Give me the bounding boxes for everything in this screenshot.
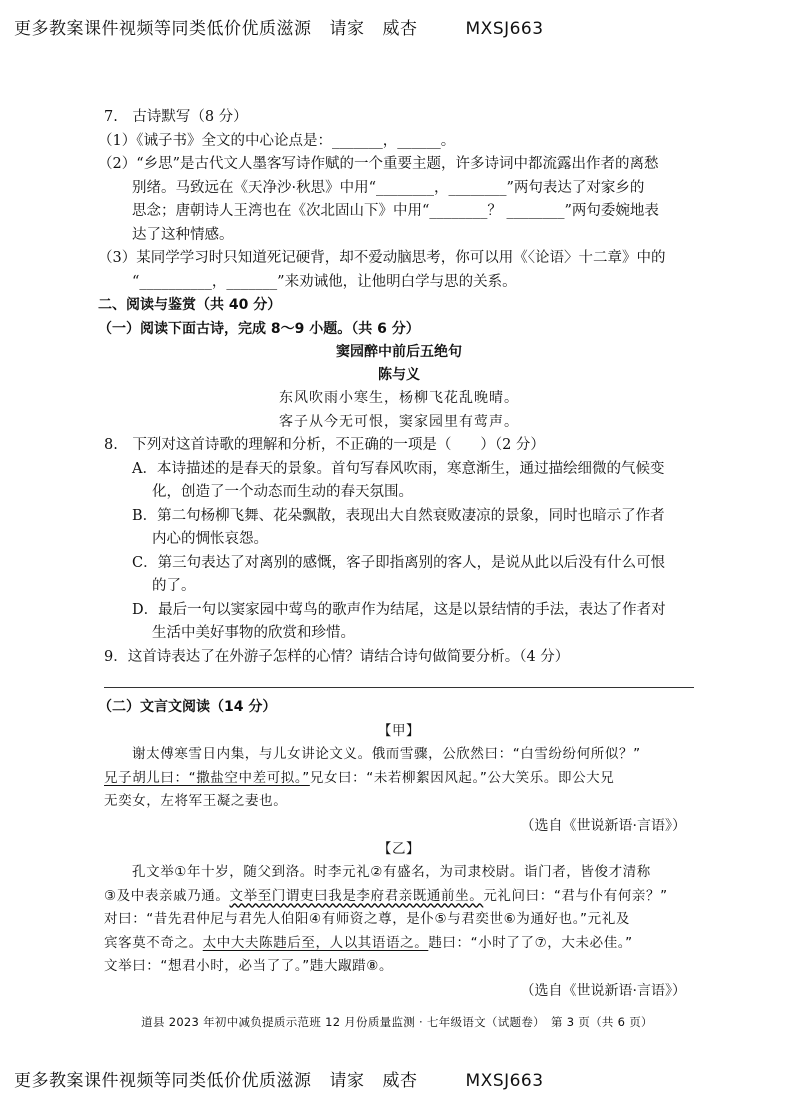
q7-part2-line4: 达了这种情感。	[132, 226, 234, 243]
passage-jia-line1: 谢太傅寒雪日内集，与儿女讲论文义。俄而雪骤，公欣然曰：“白雪纷纷何所似？”	[132, 746, 641, 762]
passage-yi-wavy-underlined-sentence: 文举至门谓吏曰我是李府君亲既通前坐。	[229, 887, 484, 904]
banner-name-bottom: 威杏	[382, 1071, 418, 1091]
answer-line-divider	[104, 687, 694, 688]
poem-line-2: 客子从今无可恨，窦家园里有莺声。	[279, 413, 519, 430]
q7-part1: （1）《诫子书》全文的中心论点是：_______，______。	[98, 132, 456, 149]
q7-part2-line2: 别绪。马致远在《天净沙·秋思》中用“________，________”两句表达了对家乡的	[132, 179, 645, 196]
q7-part2-line3: 思念；唐朝诗人王湾也在《次北固山下》中用“________？ ________”两句委婉地表	[132, 203, 659, 219]
bottom-promo-banner	[14, 1066, 544, 1091]
passage-yi-label: 【乙】	[377, 840, 421, 857]
q7-title: 7. 古诗默写（8 分）	[104, 109, 248, 125]
banner-main-text: 更多教案课件视频等同类低价优质滋源	[14, 19, 312, 39]
q8-option-a-line1: A．本诗描述的是春天的景象。首句写春风吹雨，寒意渐生，通过描绘细微的气候变	[132, 460, 665, 477]
passage-yi-line4-a: 宾客莫不奇之。	[104, 934, 203, 951]
section-reading-title: 二、阅读与鉴赏（共 40 分）	[98, 297, 282, 313]
passage-yi-line1: 孔文举①年十岁，随父到洛。时李元礼②有盛名，为司隶校尉。诣门者，皆俊才清称	[132, 864, 651, 880]
passage-yi-line4	[104, 932, 694, 956]
passage-yi-underlined-sentence: 太中大夫陈韪后至，人以其语语之。	[202, 934, 429, 951]
passage-yi-line5: 文举曰：“想君小时，必当了了。”韪大踧踖⑧。	[104, 958, 394, 974]
banner-contact-bottom: 请家	[329, 1071, 365, 1091]
passage-jia-source: （选自《世说新语·言语》）	[520, 817, 686, 834]
q7-part3-line1: （3）某同学学习时只知道死记硬背，却不爱动脑思考，你可以用《〈论语〉十二章》中的	[98, 250, 666, 266]
q7-part3-line2: “__________，_______”来劝诫他，让他明白学与思的关系。	[132, 273, 517, 290]
q8-option-b-line2: 内心的惆怅哀怨。	[152, 531, 268, 547]
q7-part2-line1: （2）“乡思”是古代文人墨客写诗作赋的一个重要主题，许多诗词中都流露出作者的离愁	[98, 156, 659, 172]
banner-contact: 请家	[329, 19, 365, 39]
q8-option-d-line1: D．最后一句以窦家园中莺鸟的歌声作为结尾，这是以景结情的手法，表达了作者对	[132, 601, 666, 618]
subsection-classical-title: （二）文言文阅读（14 分）	[98, 699, 277, 715]
passage-yi-line4-b: 韪曰：“小时了了⑦，大未必佳。”	[428, 934, 633, 951]
passage-jia-underlined-sentence: 兄子胡儿曰：“撒盐空中差可拟。”	[104, 769, 310, 786]
q8-option-b-line1: B．第二句杨柳飞舞、花朵飘散，表现出大自然衰败凄凉的景象，同时也暗示了作者	[132, 507, 665, 524]
passage-jia-line2-rest: 兄女曰：“未若柳絮因风起。”公大笑乐。即公大兄	[309, 769, 615, 786]
q8-stem: 8. 下列对这首诗歌的理解和分析，不正确的一项是（ ）（2 分）	[104, 437, 545, 453]
banner-code-bottom: MXSJ663	[465, 1071, 544, 1091]
passage-jia-line2	[104, 767, 694, 791]
passage-yi-source: （选自《世说新语·言语》）	[520, 982, 686, 999]
q9-stem: 9．这首诗表达了在外游子怎样的心情？请结合诗句做简要分析。（4 分）	[104, 648, 570, 665]
q8-option-c-line1: C．第三句表达了对离别的感慨，客子即指离别的客人，是说从此以后没有什么可恨	[132, 554, 666, 571]
passage-yi-line2	[104, 885, 694, 909]
q8-option-a-line2: 化，创造了一个动态而生动的春天氛围。	[152, 484, 413, 500]
q8-option-d-line2: 生活中美好事物的欣赏和珍惜。	[152, 625, 355, 641]
passage-jia-label: 【甲】	[377, 722, 421, 739]
q8-option-c-line2: 的了。	[152, 578, 196, 594]
poem-author: 陈与义	[378, 367, 420, 383]
passage-yi-line2-b: 元礼问曰：“君与仆有何亲？”	[483, 887, 668, 904]
subsection-poem-title: （一）阅读下面古诗，完成 8～9 小题。（共 6 分）	[98, 320, 420, 337]
poem-title: 窦园醉中前后五绝句	[336, 344, 462, 360]
poem-line-1: 东风吹雨小寒生，杨柳飞花乱晚晴。	[279, 390, 519, 406]
passage-yi-line3: 对曰：“昔先君仲尼与君先人伯阳④有师资之尊，是仆⑤与君奕世⑥为通好也。”元礼及	[104, 911, 630, 927]
banner-main-text-bottom: 更多教案课件视频等同类低价优质滋源	[14, 1071, 312, 1091]
top-promo-banner	[14, 14, 544, 39]
page-footer: 道县 2023 年初中减负提质示范班 12 月份质量监测 · 七年级语文（试题卷） 第 3 页（共 6 页）	[141, 1015, 653, 1029]
passage-yi-line2-a: ③及中表亲戚乃通。	[104, 887, 230, 904]
banner-name: 威杏	[382, 19, 418, 39]
exam-page-content	[98, 106, 694, 1003]
banner-code: MXSJ663	[465, 19, 544, 39]
passage-jia-line3: 无奕女，左将军王凝之妻也。	[104, 793, 288, 809]
